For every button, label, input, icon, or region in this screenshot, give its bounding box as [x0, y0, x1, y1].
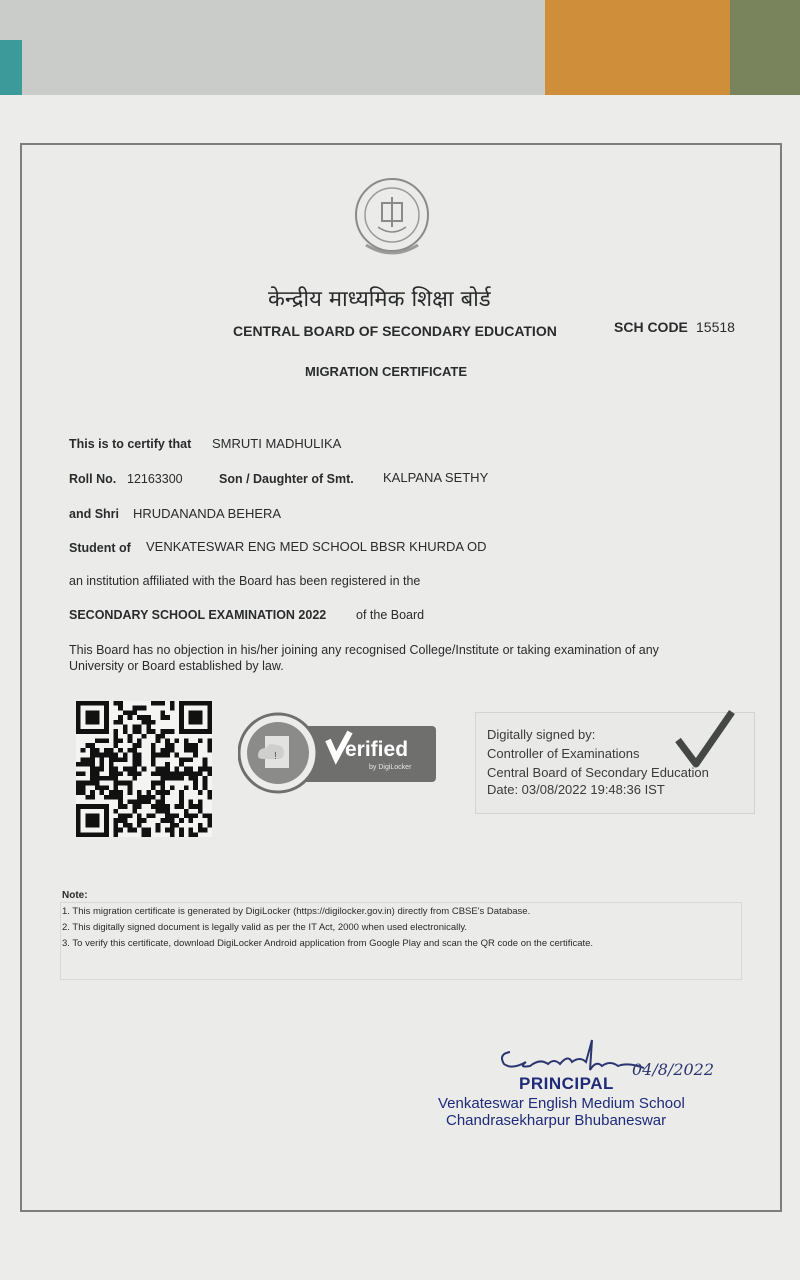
verified-badge-text: erified [345, 738, 409, 761]
school-name: VENKATESWAR ENG MED SCHOOL BBSR KHURDA OD [146, 539, 487, 554]
stamp-school-line: Venkateswar English Medium School [438, 1095, 685, 1112]
exam-name: SECONDARY SCHOOL EXAMINATION 2022 [69, 608, 327, 622]
mother-label: Son / Daughter of Smt. [219, 472, 354, 486]
sch-code-label: SCH CODE [614, 319, 688, 335]
checkmark-icon [672, 708, 736, 768]
qr-code[interactable] [76, 701, 212, 837]
signer-line-2: Central Board of Secondary Education [487, 765, 709, 780]
signature-date: Date: 03/08/2022 19:48:36 IST [487, 782, 665, 797]
certificate-title: MIGRATION CERTIFICATE [305, 364, 468, 379]
certify-label: This is to certify that [69, 437, 192, 451]
principal-title: PRINCIPAL [519, 1074, 614, 1093]
affiliation-text: an institution affiliated with the Board has been registered in the [69, 574, 421, 588]
signature-date-handwritten: 04/8/2022 [632, 1060, 715, 1079]
board-hindi-name: केन्द्रीय माध्यमिक शिक्षा बोर्ड [268, 287, 491, 312]
roll-label: Roll No. [69, 472, 117, 486]
mother-name: KALPANA SETHY [383, 470, 489, 485]
svg-text:!: ! [274, 751, 277, 762]
note-item-1: 1. This migration certificate is generated by DigiLocker (https://digilocker.gov.in) directly from CBSE's Database. [62, 906, 531, 917]
stamp-place-line: Chandrasekharpur Bhubaneswar [446, 1112, 667, 1129]
roll-number: 12163300 [127, 472, 183, 486]
sch-code-value: 15518 [696, 319, 735, 335]
note-item-2: 2. This digitally signed document is legally valid as per the IT Act, 2000 when used electronically. [62, 922, 468, 933]
student-of-label: Student of [69, 541, 131, 555]
father-label: and Shri [69, 507, 120, 521]
background-green-cloth [730, 0, 800, 110]
objection-line-1: This Board has no objection in his/her joining any recognised College/Institute or taking examination of any [69, 643, 659, 657]
notes-heading: Note: [62, 890, 88, 901]
note-item-3: 3. To verify this certificate, download DigiLocker Android application from Google Play and scan the QR code on the certificate. [62, 938, 594, 949]
father-name: HRUDANANDA BEHERA [133, 506, 282, 521]
student-name: SMRUTI MADHULIKA [212, 436, 342, 451]
cbse-emblem-icon [352, 175, 432, 260]
qr-finder-center [189, 710, 203, 724]
signer-line-1: Controller of Examinations [487, 746, 640, 761]
background-orange-object [545, 0, 730, 96]
signed-by-label: Digitally signed by: [487, 727, 596, 742]
qr-finder-center [85, 710, 99, 724]
verified-badge-subtext: by DigiLocker [369, 764, 412, 771]
board-english-name: CENTRAL BOARD OF SECONDARY EDUCATION [233, 323, 557, 339]
qr-finder-center [85, 814, 99, 828]
objection-line-2: University or Board established by law. [69, 659, 284, 673]
exam-suffix: of the Board [356, 608, 425, 622]
